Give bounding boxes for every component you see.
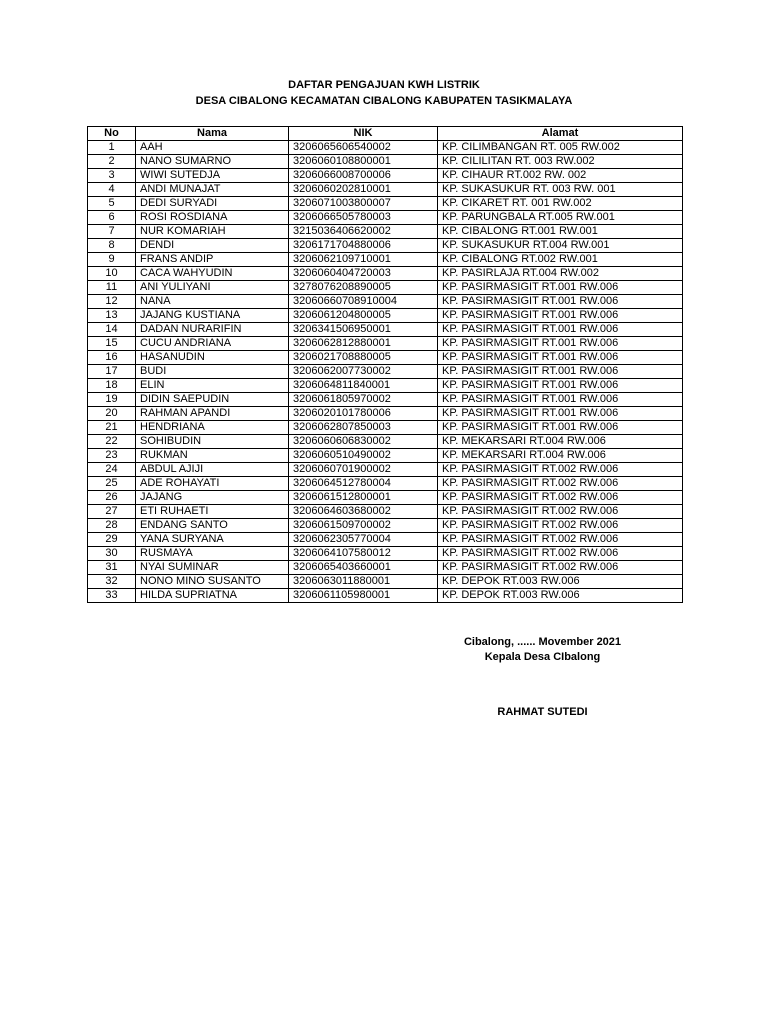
cell-nama: BUDI bbox=[136, 365, 289, 379]
cell-no: 32 bbox=[88, 575, 136, 589]
cell-nik: 3206062812880001 bbox=[289, 337, 438, 351]
cell-alamat: KP. PASIRMASIGIT RT.002 RW.006 bbox=[438, 519, 683, 533]
cell-nama: HASANUDIN bbox=[136, 351, 289, 365]
table-row bbox=[88, 379, 683, 393]
cell-nama: CUCU ANDRIANA bbox=[136, 337, 289, 351]
document-subtitle: DESA CIBALONG KECAMATAN CIBALONG KABUPATEN TASIKMALAYA bbox=[195, 95, 573, 107]
cell-alamat: KP. PASIRMASIGIT RT.001 RW.006 bbox=[438, 379, 683, 393]
table-row bbox=[88, 575, 683, 589]
cell-no: 7 bbox=[88, 225, 136, 239]
table-row bbox=[88, 463, 683, 477]
table-row bbox=[88, 421, 683, 435]
header-no: No bbox=[88, 127, 136, 141]
cell-nama: RUSMAYA bbox=[136, 547, 289, 561]
cell-nama: ADE ROHAYATI bbox=[136, 477, 289, 491]
cell-alamat: KP. PARUNGBALA RT.005 RW.001 bbox=[438, 211, 683, 225]
cell-nik: 3206065606540002 bbox=[289, 141, 438, 155]
cell-no: 1 bbox=[88, 141, 136, 155]
cell-no: 25 bbox=[88, 477, 136, 491]
signature-place-date: Cibalong, ...... Movember 2021 bbox=[463, 636, 622, 648]
cell-alamat: KP. PASIRMASIGIT RT.001 RW.006 bbox=[438, 295, 683, 309]
cell-alamat: KP. PASIRMASIGIT RT.001 RW.006 bbox=[438, 365, 683, 379]
document-title: DAFTAR PENGAJUAN KWH LISTRIK bbox=[288, 79, 480, 91]
table-row bbox=[88, 211, 683, 225]
cell-nik: 3206064811840001 bbox=[289, 379, 438, 393]
cell-no: 13 bbox=[88, 309, 136, 323]
cell-alamat: KP. CIHAUR RT.002 RW. 002 bbox=[438, 169, 683, 183]
cell-nama: FRANS ANDIP bbox=[136, 253, 289, 267]
cell-nama: NYAI SUMINAR bbox=[136, 561, 289, 575]
cell-nama: DEDI SURYADI bbox=[136, 197, 289, 211]
table-row bbox=[88, 253, 683, 267]
table-row bbox=[88, 309, 683, 323]
cell-no: 6 bbox=[88, 211, 136, 225]
cell-no: 14 bbox=[88, 323, 136, 337]
cell-alamat: KP. CILIMBANGAN RT. 005 RW.002 bbox=[438, 141, 683, 155]
cell-nama: AAH bbox=[136, 141, 289, 155]
cell-alamat: KP. PASIRMASIGIT RT.002 RW.006 bbox=[438, 491, 683, 505]
cell-nik: 3206062109710001 bbox=[289, 253, 438, 267]
cell-nama: NONO MINO SUSANTO bbox=[136, 575, 289, 589]
cell-no: 4 bbox=[88, 183, 136, 197]
cell-nama: NANO SUMARNO bbox=[136, 155, 289, 169]
cell-alamat: KP. PASIRMASIGIT RT.001 RW.006 bbox=[438, 393, 683, 407]
table-row bbox=[88, 407, 683, 421]
cell-no: 11 bbox=[88, 281, 136, 295]
cell-nik: 3206066505780003 bbox=[289, 211, 438, 225]
cell-nama: HILDA SUPRIATNA bbox=[136, 589, 289, 603]
cell-nik: 3206061512800001 bbox=[289, 491, 438, 505]
table-row bbox=[88, 449, 683, 463]
table-row bbox=[88, 197, 683, 211]
cell-alamat: KP. PASIRMASIGIT RT.002 RW.006 bbox=[438, 561, 683, 575]
cell-nik: 3206341506950001 bbox=[289, 323, 438, 337]
table-row bbox=[88, 281, 683, 295]
table-row bbox=[88, 267, 683, 281]
cell-nik: 3206171704880006 bbox=[289, 239, 438, 253]
cell-nik: 3206061805970002 bbox=[289, 393, 438, 407]
cell-nama: JAJANG KUSTIANA bbox=[136, 309, 289, 323]
cell-alamat: KP. CIBALONG RT.001 RW.001 bbox=[438, 225, 683, 239]
cell-no: 2 bbox=[88, 155, 136, 169]
table-row bbox=[88, 351, 683, 365]
cell-nik: 3206064512780004 bbox=[289, 477, 438, 491]
applicant-table bbox=[87, 126, 683, 603]
table-row bbox=[88, 519, 683, 533]
cell-no: 15 bbox=[88, 337, 136, 351]
cell-nik: 3206063011880001 bbox=[289, 575, 438, 589]
cell-no: 30 bbox=[88, 547, 136, 561]
cell-nama: DENDI bbox=[136, 239, 289, 253]
cell-no: 8 bbox=[88, 239, 136, 253]
cell-no: 31 bbox=[88, 561, 136, 575]
cell-nama: NUR KOMARIAH bbox=[136, 225, 289, 239]
cell-nik: 3206071003800007 bbox=[289, 197, 438, 211]
cell-nik: 3206064107580012 bbox=[289, 547, 438, 561]
cell-no: 22 bbox=[88, 435, 136, 449]
header-alamat: Alamat bbox=[438, 127, 683, 141]
cell-alamat: KP. SUKASUKUR RT. 003 RW. 001 bbox=[438, 183, 683, 197]
cell-alamat: KP. SUKASUKUR RT.004 RW.001 bbox=[438, 239, 683, 253]
cell-nik: 3206061509700002 bbox=[289, 519, 438, 533]
table-row bbox=[88, 323, 683, 337]
cell-alamat: KP. PASIRMASIGIT RT.001 RW.006 bbox=[438, 407, 683, 421]
table-row bbox=[88, 547, 683, 561]
cell-alamat: KP. DEPOK RT.003 RW.006 bbox=[438, 575, 683, 589]
table-row bbox=[88, 505, 683, 519]
cell-nik: 3206065403660001 bbox=[289, 561, 438, 575]
header-nik: NIK bbox=[289, 127, 438, 141]
cell-no: 28 bbox=[88, 519, 136, 533]
cell-alamat: KP. CIBALONG RT.002 RW.001 bbox=[438, 253, 683, 267]
cell-nama: DIDIN SAEPUDIN bbox=[136, 393, 289, 407]
cell-nama: ANI YULIYANI bbox=[136, 281, 289, 295]
cell-no: 19 bbox=[88, 393, 136, 407]
cell-alamat: KP. CILILITAN RT. 003 RW.002 bbox=[438, 155, 683, 169]
cell-nama: CACA WAHYUDIN bbox=[136, 267, 289, 281]
cell-no: 3 bbox=[88, 169, 136, 183]
cell-nik: 3206020101780006 bbox=[289, 407, 438, 421]
cell-nik: 3206064603680002 bbox=[289, 505, 438, 519]
cell-nama: ELIN bbox=[136, 379, 289, 393]
cell-alamat: KP. PASIRMASIGIT RT.002 RW.006 bbox=[438, 463, 683, 477]
cell-nik: 3206060701900002 bbox=[289, 463, 438, 477]
cell-nama: RAHMAN APANDI bbox=[136, 407, 289, 421]
cell-no: 18 bbox=[88, 379, 136, 393]
cell-alamat: KP. PASIRMASIGIT RT.001 RW.006 bbox=[438, 351, 683, 365]
table-row bbox=[88, 239, 683, 253]
table-row bbox=[88, 337, 683, 351]
cell-nik: 3215036406620002 bbox=[289, 225, 438, 239]
cell-nama: JAJANG bbox=[136, 491, 289, 505]
table-row bbox=[88, 393, 683, 407]
cell-nik: 3206061105980001 bbox=[289, 589, 438, 603]
table-body bbox=[88, 141, 683, 603]
cell-nama: RUKMAN bbox=[136, 449, 289, 463]
cell-nik: 3206061204800005 bbox=[289, 309, 438, 323]
cell-alamat: KP. CIKARET RT. 001 RW.002 bbox=[438, 197, 683, 211]
cell-alamat: KP. PASIRMASIGIT RT.001 RW.006 bbox=[438, 421, 683, 435]
table-row bbox=[88, 435, 683, 449]
cell-nama: ETI RUHAETI bbox=[136, 505, 289, 519]
table-row bbox=[88, 561, 683, 575]
table-row bbox=[88, 295, 683, 309]
cell-alamat: KP. PASIRMASIGIT RT.002 RW.006 bbox=[438, 547, 683, 561]
cell-no: 24 bbox=[88, 463, 136, 477]
cell-nik: 3206060108800001 bbox=[289, 155, 438, 169]
cell-nama: HENDRIANA bbox=[136, 421, 289, 435]
table-row bbox=[88, 477, 683, 491]
cell-no: 23 bbox=[88, 449, 136, 463]
cell-alamat: KP. PASIRMASIGIT RT.001 RW.006 bbox=[438, 337, 683, 351]
cell-no: 10 bbox=[88, 267, 136, 281]
table-row bbox=[88, 169, 683, 183]
cell-alamat: KP. DEPOK RT.003 RW.006 bbox=[438, 589, 683, 603]
cell-alamat: KP. PASIRMASIGIT RT.002 RW.006 bbox=[438, 533, 683, 547]
cell-nik: 3206060510490002 bbox=[289, 449, 438, 463]
signature-position: Kepala Desa CIbalong bbox=[484, 651, 601, 663]
cell-nik: 3206021708880005 bbox=[289, 351, 438, 365]
table-row bbox=[88, 141, 683, 155]
signature-name: RAHMAT SUTEDI bbox=[497, 706, 588, 718]
cell-no: 26 bbox=[88, 491, 136, 505]
cell-no: 16 bbox=[88, 351, 136, 365]
table-row bbox=[88, 365, 683, 379]
cell-alamat: KP. MEKARSARI RT.004 RW.006 bbox=[438, 435, 683, 449]
cell-nama: ABDUL AJIJI bbox=[136, 463, 289, 477]
cell-no: 29 bbox=[88, 533, 136, 547]
table-row bbox=[88, 183, 683, 197]
cell-nik: 3206060606830002 bbox=[289, 435, 438, 449]
cell-nik: 3206066008700006 bbox=[289, 169, 438, 183]
cell-alamat: KP. MEKARSARI RT.004 RW.006 bbox=[438, 449, 683, 463]
table-row bbox=[88, 533, 683, 547]
table-row bbox=[88, 589, 683, 603]
cell-no: 9 bbox=[88, 253, 136, 267]
cell-alamat: KP. PASIRLAJA RT.004 RW.002 bbox=[438, 267, 683, 281]
cell-nama: ENDANG SANTO bbox=[136, 519, 289, 533]
cell-nik: 3278076208890005 bbox=[289, 281, 438, 295]
cell-no: 21 bbox=[88, 421, 136, 435]
table-row bbox=[88, 225, 683, 239]
cell-nik: 3206062007730002 bbox=[289, 365, 438, 379]
cell-nama: SOHIBUDIN bbox=[136, 435, 289, 449]
header-nama: Nama bbox=[136, 127, 289, 141]
cell-alamat: KP. PASIRMASIGIT RT.002 RW.006 bbox=[438, 477, 683, 491]
cell-alamat: KP. PASIRMASIGIT RT.001 RW.006 bbox=[438, 281, 683, 295]
cell-nik: 3206060404720003 bbox=[289, 267, 438, 281]
table-row bbox=[88, 491, 683, 505]
table-header-row bbox=[88, 127, 683, 141]
cell-alamat: KP. PASIRMASIGIT RT.001 RW.006 bbox=[438, 309, 683, 323]
table-row bbox=[88, 155, 683, 169]
cell-no: 20 bbox=[88, 407, 136, 421]
cell-alamat: KP. PASIRMASIGIT RT.001 RW.006 bbox=[438, 323, 683, 337]
cell-nik: 3206060202810001 bbox=[289, 183, 438, 197]
cell-nama: NANA bbox=[136, 295, 289, 309]
cell-nama: DADAN NURARIFIN bbox=[136, 323, 289, 337]
cell-nama: YANA SURYANA bbox=[136, 533, 289, 547]
cell-alamat: KP. PASIRMASIGIT RT.002 RW.006 bbox=[438, 505, 683, 519]
cell-nama: ANDI MUNAJAT bbox=[136, 183, 289, 197]
cell-nama: WIWI SUTEDJA bbox=[136, 169, 289, 183]
cell-no: 27 bbox=[88, 505, 136, 519]
cell-no: 5 bbox=[88, 197, 136, 211]
cell-no: 17 bbox=[88, 365, 136, 379]
cell-no: 33 bbox=[88, 589, 136, 603]
cell-nik: 32060660708910004 bbox=[289, 295, 438, 309]
cell-no: 12 bbox=[88, 295, 136, 309]
cell-nik: 3206062305770004 bbox=[289, 533, 438, 547]
cell-nama: ROSI ROSDIANA bbox=[136, 211, 289, 225]
cell-nik: 3206062807850003 bbox=[289, 421, 438, 435]
